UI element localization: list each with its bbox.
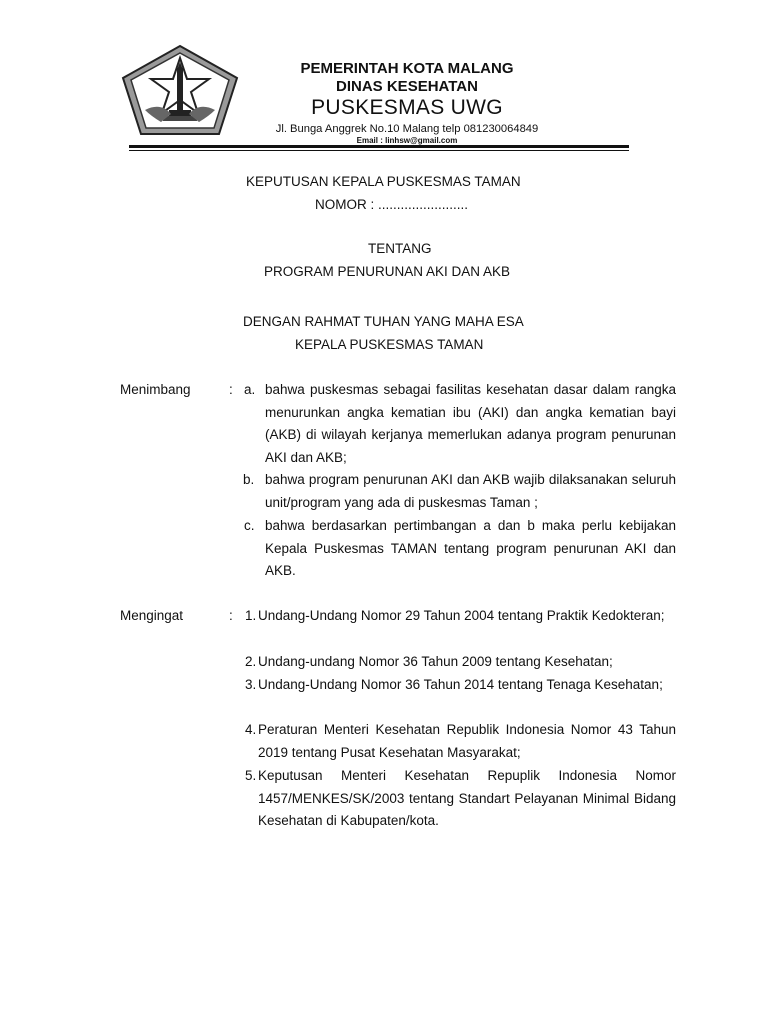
menimbang-item-c: bahwa berdasarkan pertimbangan a dan b maka perlu kebijakan Kepala Puskesmas TAMAN tentang program penurunan AKI dan AKB.	[265, 518, 676, 579]
blessing-line: DENGAN RAHMAT TUHAN YANG MAHA ESA	[243, 314, 524, 329]
mengingat-label: Mengingat	[120, 608, 184, 623]
menimbang-marker-a: a.	[244, 382, 256, 397]
menimbang-marker-b: b.	[243, 472, 255, 487]
mengingat-colon: :	[229, 608, 233, 623]
issuer-line: KEPALA PUSKESMAS TAMAN	[295, 337, 484, 352]
mengingat-item-5: Keputusan Menteri Kesehatan Repuplik Indonesia Nomor 1457/MENKES/SK/2003 tentang Standart Pelayanan Minimal Bidang Kesehatan di Kabupaten/kota.	[258, 768, 676, 829]
mengingat-marker-1: 1.	[245, 608, 257, 623]
about-label: TENTANG	[368, 241, 432, 256]
menimbang-marker-c: c.	[244, 518, 255, 533]
government-name: PEMERINTAH KOTA MALANG	[300, 60, 514, 77]
mengingat-item-4: Peraturan Menteri Kesehatan Republik Indonesia Nomor 43 Tahun 2019 tentang Pusat Kesehatan Masyarakat;	[258, 722, 676, 760]
decree-title: KEPUTUSAN KEPALA PUSKESMAS TAMAN	[246, 174, 521, 189]
mengingat-marker-2: 2.	[245, 654, 257, 669]
letterhead-divider-thin	[129, 150, 629, 151]
menimbang-item-a: bahwa puskesmas sebagai fasilitas kesehatan dasar dalam rangka menurunkan angka kematian ibu (AKI) dan angka kematian bayi (AKB) di wilayah kerjanya memerlukan adanya program penurunan AKI dan AKB;	[265, 382, 676, 465]
address-line: Jl. Bunga Anggrek No.10 Malang telp 081230064849	[275, 123, 539, 135]
mengingat-item-3: Undang-Undang Nomor 36 Tahun 2014 tentang Tenaga Kesehatan;	[258, 677, 663, 692]
email-line: Email : linhsw@gmail.com	[356, 136, 458, 145]
mengingat-item-1: Undang-Undang Nomor 29 Tahun 2004 tentang Praktik Kedokteran;	[258, 608, 665, 623]
decree-number: NOMOR : ........................	[315, 197, 469, 212]
letterhead	[240, 60, 574, 146]
institution-name: PUSKESMAS UWG	[311, 96, 503, 119]
mengingat-marker-3: 3.	[245, 677, 257, 692]
decree-subject: PROGRAM PENURUNAN AKI DAN AKB	[264, 264, 511, 279]
mengingat-item-2: Undang-undang Nomor 36 Tahun 2009 tentang Kesehatan;	[258, 654, 613, 669]
menimbang-colon: :	[229, 382, 233, 397]
menimbang-label: Menimbang	[120, 382, 191, 397]
city-emblem-logo	[121, 44, 239, 136]
menimbang-item-b: bahwa program penurunan AKI dan AKB wajib dilaksanakan seluruh unit/program yang ada di puskesmas Taman ;	[265, 472, 676, 510]
mengingat-marker-4: 4.	[245, 722, 257, 737]
letterhead-divider-thick	[129, 145, 629, 148]
department-name: DINAS KESEHATAN	[336, 78, 478, 95]
mengingat-marker-5: 5.	[245, 768, 257, 783]
